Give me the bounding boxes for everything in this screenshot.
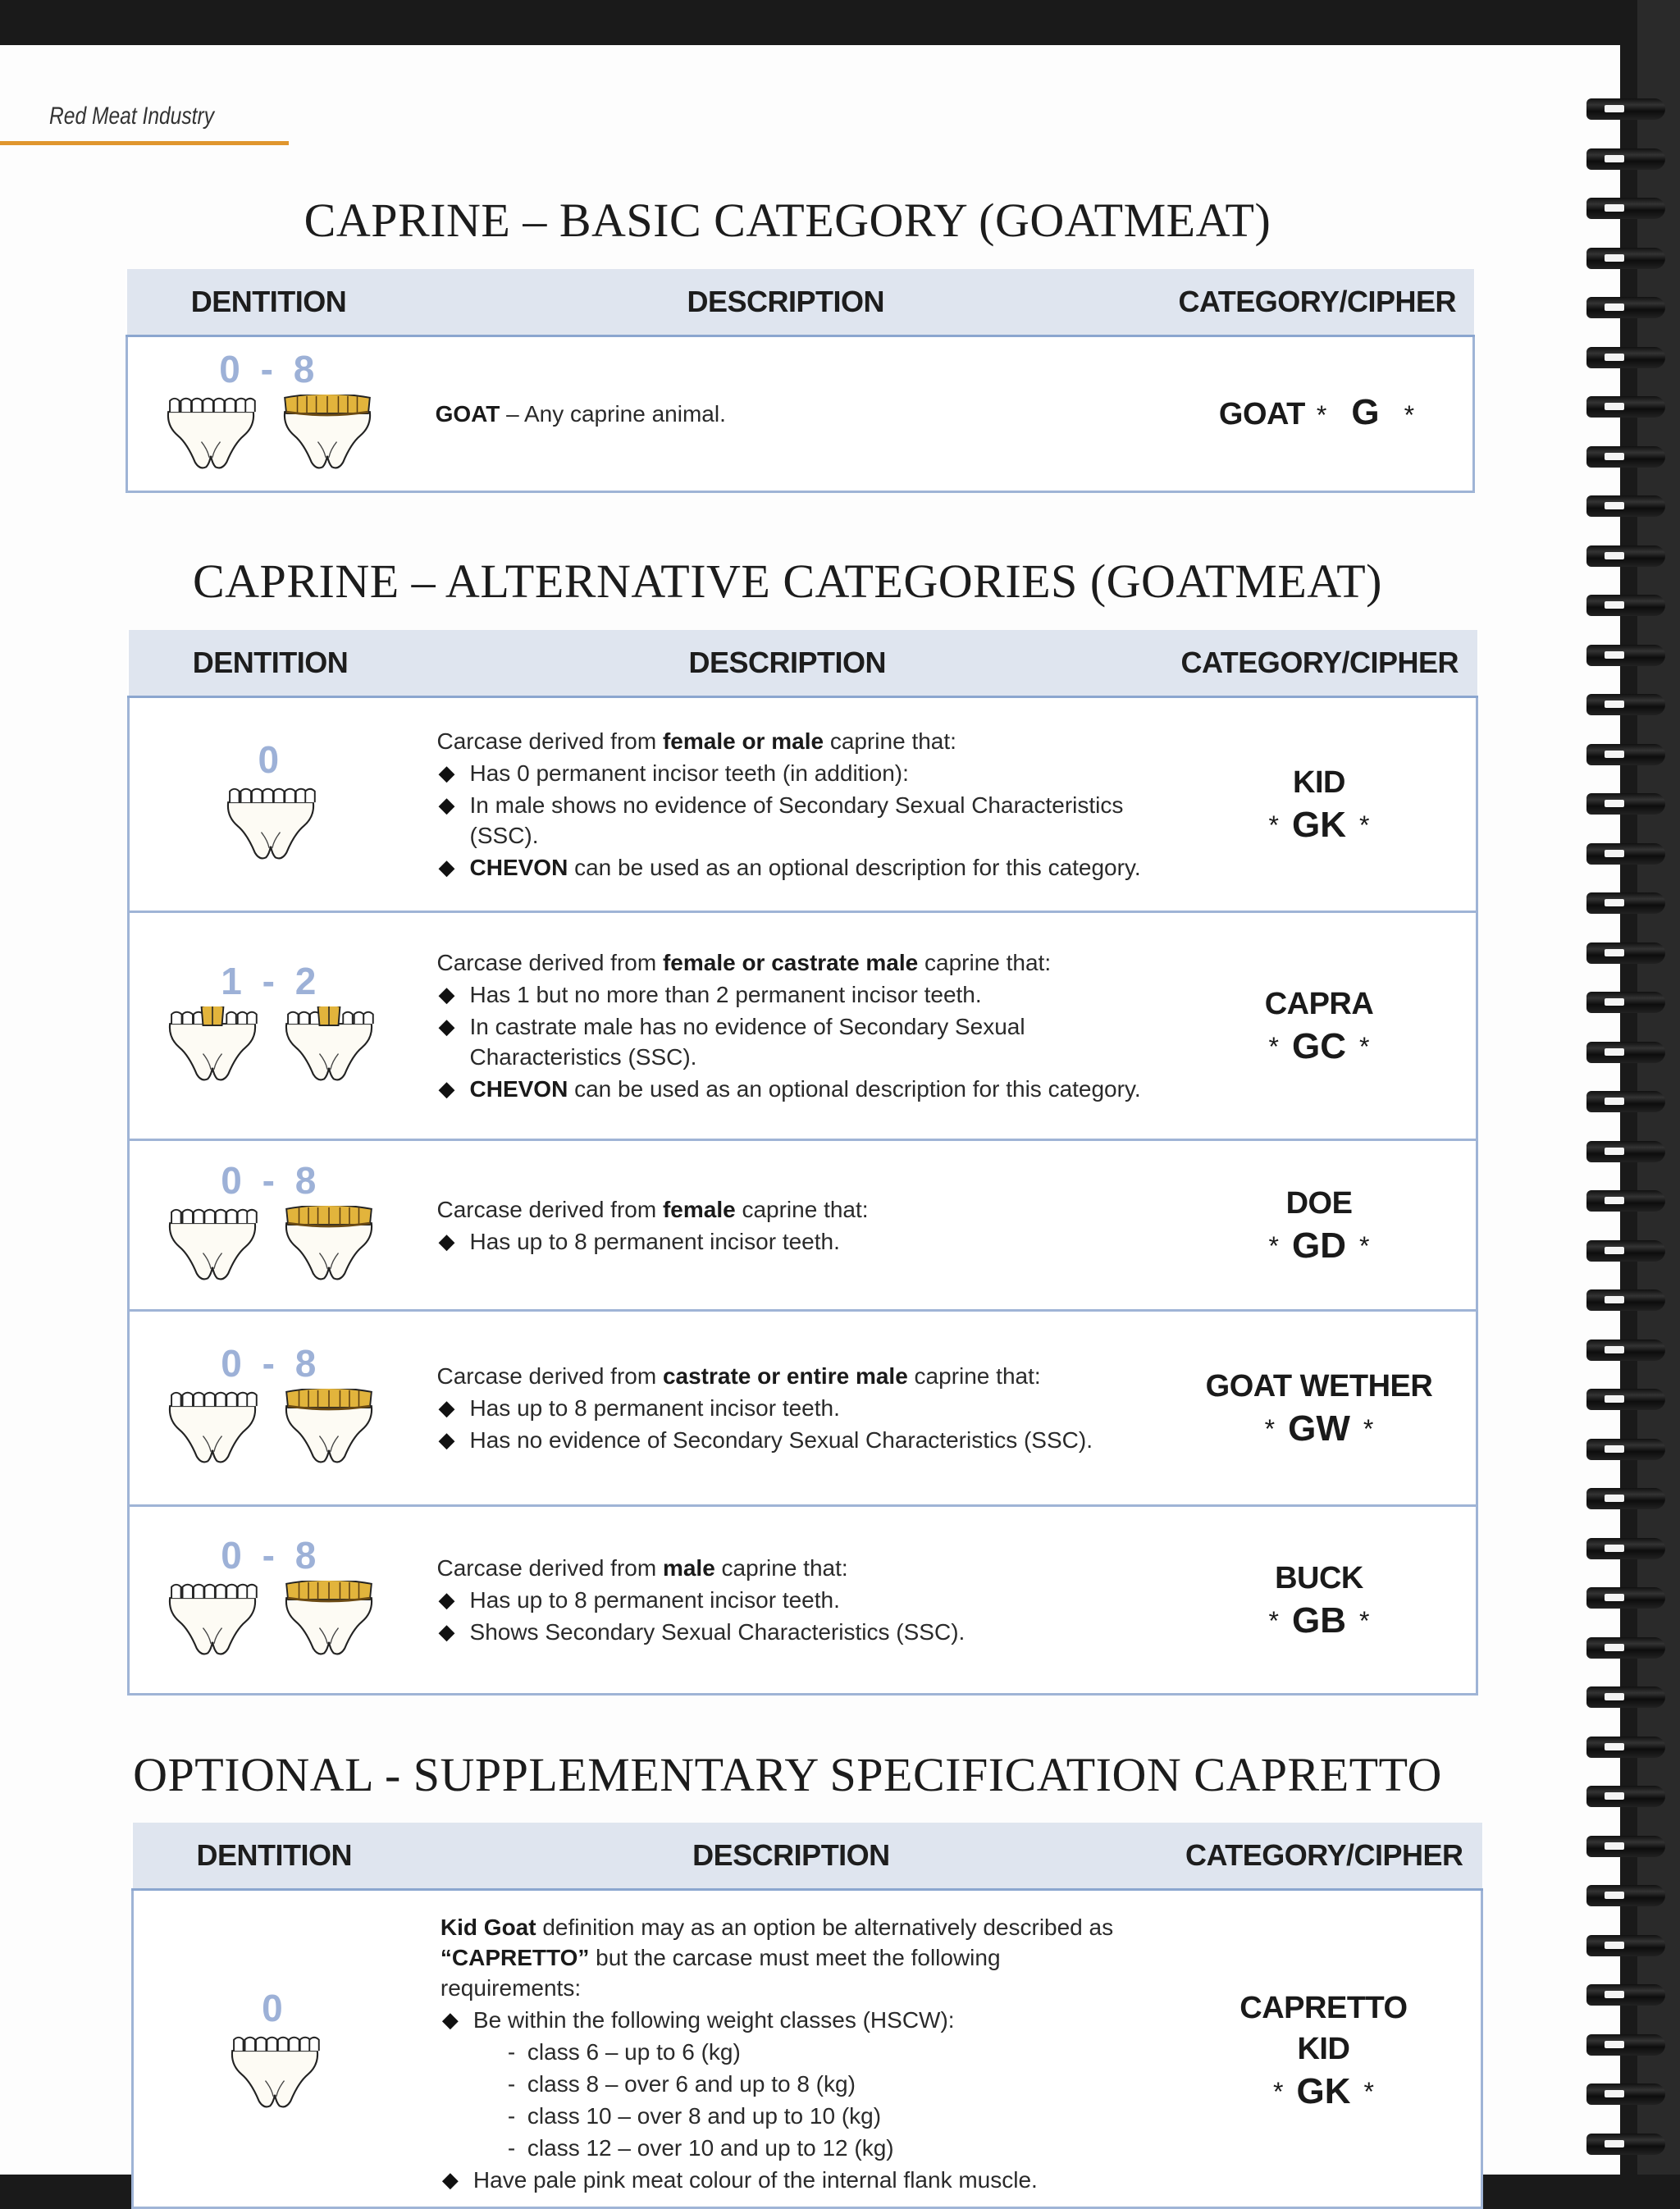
- list-item: [437, 790, 1141, 851]
- description-intro: [437, 1553, 1141, 1583]
- spiral-ring: [1586, 98, 1665, 120]
- dash-bullet: -: [507, 2039, 516, 2065]
- spiral-ring: [1586, 1737, 1665, 1758]
- spiral-ring: [1586, 645, 1665, 666]
- cipher-code: GW: [1288, 1408, 1350, 1449]
- diamond-bullet-icon: ◆: [438, 1619, 455, 1644]
- table-row: [127, 336, 1474, 492]
- requirements-list: [441, 2005, 1145, 2195]
- spiral-ring: [1586, 248, 1665, 269]
- description-intro: [437, 1194, 1141, 1225]
- category-name: CAPRETTO: [1239, 1991, 1408, 2025]
- jaw-permanent-teeth-icon: [279, 395, 376, 477]
- col-dentition: DENTITION: [133, 1823, 416, 1890]
- col-description: DESCRIPTION: [411, 269, 1161, 336]
- spiral-ring: [1586, 1538, 1665, 1559]
- spiral-ring: [1586, 1240, 1665, 1262]
- jaw-milk-teeth-icon: [164, 1206, 261, 1289]
- spiral-ring: [1586, 297, 1665, 318]
- diamond-bullet-icon: ◆: [438, 855, 455, 879]
- list-item: [437, 1011, 1141, 1072]
- bullet-text: can be used as an optional description for this category.: [568, 1076, 1141, 1102]
- description-intro: [437, 1361, 1141, 1391]
- bullet-text: Has no evidence of Secondary Sexual Characteristics (SSC).: [469, 1427, 1093, 1453]
- list-item: [437, 1617, 1141, 1647]
- dentition-value: 0 - 8: [219, 348, 320, 390]
- weight-class-text: class 12 – over 10 and up to 12 (kg): [527, 2135, 894, 2161]
- dentition-value: 0 - 8: [221, 1534, 322, 1577]
- bullet-text: Has up to 8 permanent incisor teeth.: [469, 1395, 840, 1421]
- dentition-value: 0: [262, 1987, 288, 2029]
- optional-section-title: OPTIONAL - SUPPLEMENTARY SPECIFICATION CAPRETTO: [133, 1748, 1442, 1801]
- jaw-milk-teeth-icon: [162, 395, 259, 477]
- dash-bullet: -: [507, 2135, 516, 2161]
- list-item: [506, 2069, 1145, 2099]
- capretto-intro: [441, 1912, 1145, 2003]
- star-left: *: [1268, 1031, 1279, 1061]
- weight-class-text: class 8 – over 6 and up to 8 (kg): [527, 2071, 856, 2097]
- bullet-text: In male shows no evidence of Secondary Sexual Characteristics (SSC).: [469, 792, 1124, 848]
- description-cell: [413, 1140, 1162, 1311]
- bullet-text: Has up to 8 permanent incisor teeth.: [469, 1228, 840, 1254]
- star-right: *: [1363, 2077, 1374, 2106]
- bullet-list: [437, 758, 1141, 883]
- desc-text: but the carcase must meet the following requirements:: [440, 1945, 1001, 2001]
- col-dentition: DENTITION: [127, 269, 411, 336]
- jaw-milk-teeth-icon: [164, 1389, 261, 1472]
- category-cell: [1162, 1311, 1477, 1506]
- star-right: *: [1359, 1605, 1370, 1636]
- desc-bold: GOAT: [435, 401, 500, 427]
- star-right: *: [1363, 1413, 1374, 1444]
- bullet-list: [437, 1393, 1141, 1455]
- star-left: *: [1316, 400, 1327, 430]
- desc-text: caprine that:: [735, 1196, 869, 1222]
- desc-text: Carcase derived from: [436, 1363, 663, 1389]
- spiral-ring: [1586, 694, 1665, 715]
- category-cell: [1162, 1506, 1477, 1695]
- desc-bold: female or castrate male: [662, 950, 919, 975]
- alternative-categories-table: [127, 630, 1478, 1696]
- cipher-code: GK: [1292, 804, 1346, 845]
- star-right: *: [1359, 810, 1370, 840]
- spiral-ring: [1586, 2083, 1665, 2105]
- desc-bold: female or male: [662, 728, 824, 754]
- table-row: [129, 912, 1477, 1140]
- description-cell: [416, 1890, 1166, 2208]
- basic-section-title: CAPRINE – BASIC CATEGORY (GOATMEAT): [304, 194, 1271, 247]
- jaw-diagrams: [130, 1389, 412, 1472]
- desc-text: caprine that:: [918, 950, 1052, 975]
- diamond-bullet-icon: ◆: [438, 1587, 455, 1612]
- cipher-line: [1163, 1025, 1475, 1069]
- col-description: DESCRIPTION: [416, 1823, 1166, 1890]
- list-item: [437, 1585, 1141, 1615]
- list-item: [441, 2165, 1145, 2195]
- spiral-ring: [1586, 545, 1665, 567]
- category-name-2: KID: [1297, 2032, 1350, 2066]
- desc-bold: male: [662, 1555, 715, 1581]
- description-cell: [413, 697, 1162, 912]
- bullet-text: Has 1 but no more than 2 permanent incisor teeth.: [469, 982, 982, 1007]
- description-intro: [437, 726, 1141, 756]
- jaw-permanent-teeth-icon: [281, 1006, 377, 1089]
- bullet-text: Have pale pink meat colour of the internal flank muscle.: [472, 2167, 1038, 2193]
- spiral-ring: [1586, 1935, 1665, 1956]
- list-item: [506, 2101, 1145, 2131]
- spiral-ring: [1586, 1786, 1665, 1807]
- category-name: BUCK: [1275, 1560, 1363, 1595]
- bullet-list: [437, 1226, 1141, 1257]
- table-row: [133, 1890, 1482, 2208]
- spiral-ring: [1586, 942, 1665, 964]
- desc-text: – Any caprine animal.: [500, 401, 726, 427]
- spiral-ring: [1586, 446, 1665, 468]
- diamond-bullet-icon: ◆: [438, 760, 455, 785]
- list-item: [437, 758, 1141, 788]
- spiral-ring: [1586, 148, 1665, 170]
- star-right: *: [1359, 1031, 1370, 1061]
- desc-text: Carcase derived from: [436, 950, 663, 975]
- spiral-ring: [1586, 992, 1665, 1013]
- jaw-diagrams: [130, 785, 412, 868]
- desc-text: Carcase derived from: [436, 1196, 663, 1222]
- weight-class-text: class 10 – over 8 and up to 10 (kg): [527, 2103, 882, 2129]
- desc-text: caprine that:: [824, 728, 956, 754]
- dentition-cell: [133, 1890, 416, 2208]
- jaw-milk-teeth-icon: [226, 2033, 323, 2116]
- jaw-diagrams: [135, 2033, 415, 2116]
- alternative-section-title: CAPRINE – ALTERNATIVE CATEGORIES (GOATMEAT): [192, 555, 1382, 608]
- spiral-ring: [1586, 1042, 1665, 1063]
- desc-bold: CHEVON: [469, 1076, 568, 1102]
- description-cell: [413, 1311, 1162, 1506]
- spiral-ring: [1586, 1686, 1665, 1708]
- bullet-list: [437, 1585, 1141, 1647]
- diamond-bullet-icon: ◆: [438, 1076, 455, 1101]
- jaw-permanent-teeth-icon: [164, 1006, 261, 1089]
- category-name: KID: [1293, 764, 1345, 800]
- spiral-ring: [1586, 2134, 1665, 2155]
- spiral-ring: [1586, 1141, 1665, 1162]
- diamond-bullet-icon: ◆: [441, 2007, 459, 2032]
- col-description: DESCRIPTION: [413, 630, 1162, 697]
- spiral-ring: [1586, 347, 1665, 368]
- spiral-ring: [1586, 1190, 1665, 1212]
- description-cell: [411, 336, 1161, 492]
- dentition-cell: [127, 336, 411, 492]
- desc-text: caprine that:: [714, 1555, 848, 1581]
- cipher-code: GK: [1296, 2071, 1351, 2111]
- diamond-bullet-icon: ◆: [438, 1228, 455, 1253]
- desc-text: Carcase derived from: [436, 728, 663, 754]
- spiral-ring: [1586, 1091, 1665, 1112]
- spiral-ring: [1586, 1587, 1665, 1609]
- spiral-ring: [1586, 793, 1665, 815]
- bullet-text: can be used as an optional description for this category.: [568, 855, 1141, 880]
- desc-text: definition may as an option be alternatively described as: [536, 1915, 1114, 1940]
- bullet-text: Has up to 8 permanent incisor teeth.: [469, 1587, 840, 1613]
- category-cell: [1162, 1140, 1477, 1311]
- cipher-code: GD: [1292, 1225, 1346, 1266]
- spiral-ring: [1586, 198, 1665, 219]
- spiral-ring: [1586, 1637, 1665, 1659]
- list-item: [437, 1425, 1141, 1455]
- diamond-bullet-icon: ◆: [438, 792, 455, 817]
- star-right: *: [1359, 1230, 1370, 1261]
- jaw-diagrams: [130, 1006, 412, 1089]
- list-item: [437, 1393, 1141, 1423]
- bullet-text: Has 0 permanent incisor teeth (in addition):: [469, 760, 909, 786]
- spiral-ring: [1586, 892, 1665, 914]
- cipher-code: GB: [1292, 1600, 1346, 1641]
- category-name: DOE: [1285, 1185, 1353, 1221]
- desc-bold: castrate or entire male: [662, 1363, 908, 1389]
- bullet-text: In castrate male has no evidence of Secondary Sexual Characteristics (SSC).: [469, 1014, 1025, 1070]
- jaw-permanent-teeth-icon: [281, 1206, 377, 1289]
- running-head: Red Meat Industry: [49, 103, 215, 130]
- category-cell: [1162, 697, 1477, 912]
- dentition-cell: [129, 1140, 413, 1311]
- bullet-text: Be within the following weight classes (HSCW):: [472, 2007, 955, 2033]
- category-name: CAPRA: [1264, 986, 1374, 1021]
- diamond-bullet-icon: ◆: [438, 1395, 455, 1420]
- description-cell: [413, 912, 1162, 1140]
- table-row: [129, 1311, 1477, 1506]
- dentition-value: 0: [258, 738, 285, 781]
- diamond-bullet-icon: ◆: [438, 982, 455, 1006]
- jaw-diagrams: [130, 1206, 412, 1289]
- jaw-permanent-teeth-icon: [281, 1389, 377, 1472]
- description-cell: [413, 1506, 1162, 1695]
- list-item: [437, 852, 1141, 883]
- jaw-diagrams: [130, 1581, 412, 1664]
- category-name: GOAT: [1218, 397, 1305, 431]
- list-item: [437, 1226, 1141, 1257]
- category-cell: [1161, 336, 1474, 492]
- star-left: *: [1268, 1605, 1279, 1636]
- cipher-line: [1163, 1224, 1475, 1268]
- diamond-bullet-icon: ◆: [438, 1427, 455, 1452]
- description-intro: [437, 947, 1141, 978]
- dentition-cell: [129, 697, 413, 912]
- col-dentition: DENTITION: [129, 630, 413, 697]
- desc-text: caprine that:: [907, 1363, 1041, 1389]
- col-category: CATEGORY/CIPHER: [1162, 630, 1477, 697]
- bullet-text: Shows Secondary Sexual Characteristics (SSC).: [469, 1619, 966, 1645]
- category-cell: [1162, 912, 1477, 1140]
- desc-bold: “CAPRETTO”: [440, 1945, 590, 1970]
- dentition-cell: [129, 1506, 413, 1695]
- spiral-ring: [1586, 1439, 1665, 1460]
- spiral-ring: [1586, 1984, 1665, 2006]
- list-item: [506, 2037, 1145, 2067]
- jaw-permanent-teeth-icon: [281, 1581, 377, 1664]
- cipher-line: [1163, 803, 1475, 847]
- cipher-code: GC: [1292, 1025, 1346, 1066]
- weight-class-text: class 6 – up to 6 (kg): [527, 2039, 741, 2065]
- dentition-value: 1 - 2: [221, 960, 322, 1002]
- spiral-ring: [1586, 1389, 1665, 1410]
- category-name: GOAT WETHER: [1205, 1368, 1433, 1403]
- spiral-ring: [1586, 1836, 1665, 1857]
- capretto-table: [131, 1823, 1483, 2209]
- table-row: [129, 1140, 1477, 1311]
- col-category: CATEGORY/CIPHER: [1166, 1823, 1482, 1890]
- spiral-ring: [1586, 1885, 1665, 1906]
- table-row: [129, 1506, 1477, 1695]
- basic-category-table: [126, 269, 1475, 493]
- star-left: *: [1268, 1230, 1279, 1261]
- col-category: CATEGORY/CIPHER: [1161, 269, 1474, 336]
- spiral-ring: [1586, 1488, 1665, 1509]
- dash-bullet: -: [507, 2103, 516, 2129]
- dentition-cell: [129, 1311, 413, 1506]
- spiral-binding: [1573, 0, 1680, 2175]
- list-item: [506, 2133, 1145, 2163]
- list-item: [437, 1074, 1141, 1104]
- running-head-rule: [0, 141, 289, 145]
- desc-bold: CHEVON: [469, 855, 568, 880]
- list-item: [437, 979, 1141, 1010]
- cipher-code: G: [1351, 392, 1380, 432]
- category-cell: [1166, 1890, 1482, 2208]
- desc-text: Carcase derived from: [436, 1555, 663, 1581]
- jaw-milk-teeth-icon: [164, 1581, 261, 1664]
- spiral-ring: [1586, 1340, 1665, 1361]
- star-left: *: [1264, 1413, 1276, 1444]
- cipher-line: [1163, 1407, 1475, 1451]
- dentition-value: 0 - 8: [221, 1342, 322, 1385]
- table-row: [129, 697, 1477, 912]
- spiral-ring: [1586, 595, 1665, 616]
- list-item: [441, 2005, 1145, 2163]
- spiral-ring: [1586, 495, 1665, 517]
- diamond-bullet-icon: ◆: [441, 2167, 459, 2192]
- spiral-ring: [1586, 2034, 1665, 2056]
- bullet-list: [437, 979, 1141, 1104]
- jaw-milk-teeth-icon: [222, 785, 319, 868]
- diamond-bullet-icon: ◆: [438, 1014, 455, 1038]
- weight-classes-list: [473, 2037, 1145, 2163]
- star-left: *: [1273, 2077, 1284, 2106]
- spiral-ring: [1586, 744, 1665, 765]
- star-right: *: [1404, 400, 1415, 430]
- jaw-diagrams: [129, 395, 410, 477]
- dentition-value: 0 - 8: [221, 1159, 322, 1202]
- desc-bold: female: [662, 1196, 736, 1222]
- spiral-ring: [1586, 843, 1665, 865]
- dash-bullet: -: [507, 2071, 516, 2097]
- cipher-line: [1167, 2070, 1480, 2114]
- dentition-cell: [129, 912, 413, 1140]
- cipher-line: [1163, 1599, 1475, 1643]
- star-left: *: [1268, 810, 1279, 840]
- desc-bold: Kid Goat: [440, 1915, 536, 1940]
- spiral-ring: [1586, 1289, 1665, 1311]
- spiral-ring: [1586, 396, 1665, 418]
